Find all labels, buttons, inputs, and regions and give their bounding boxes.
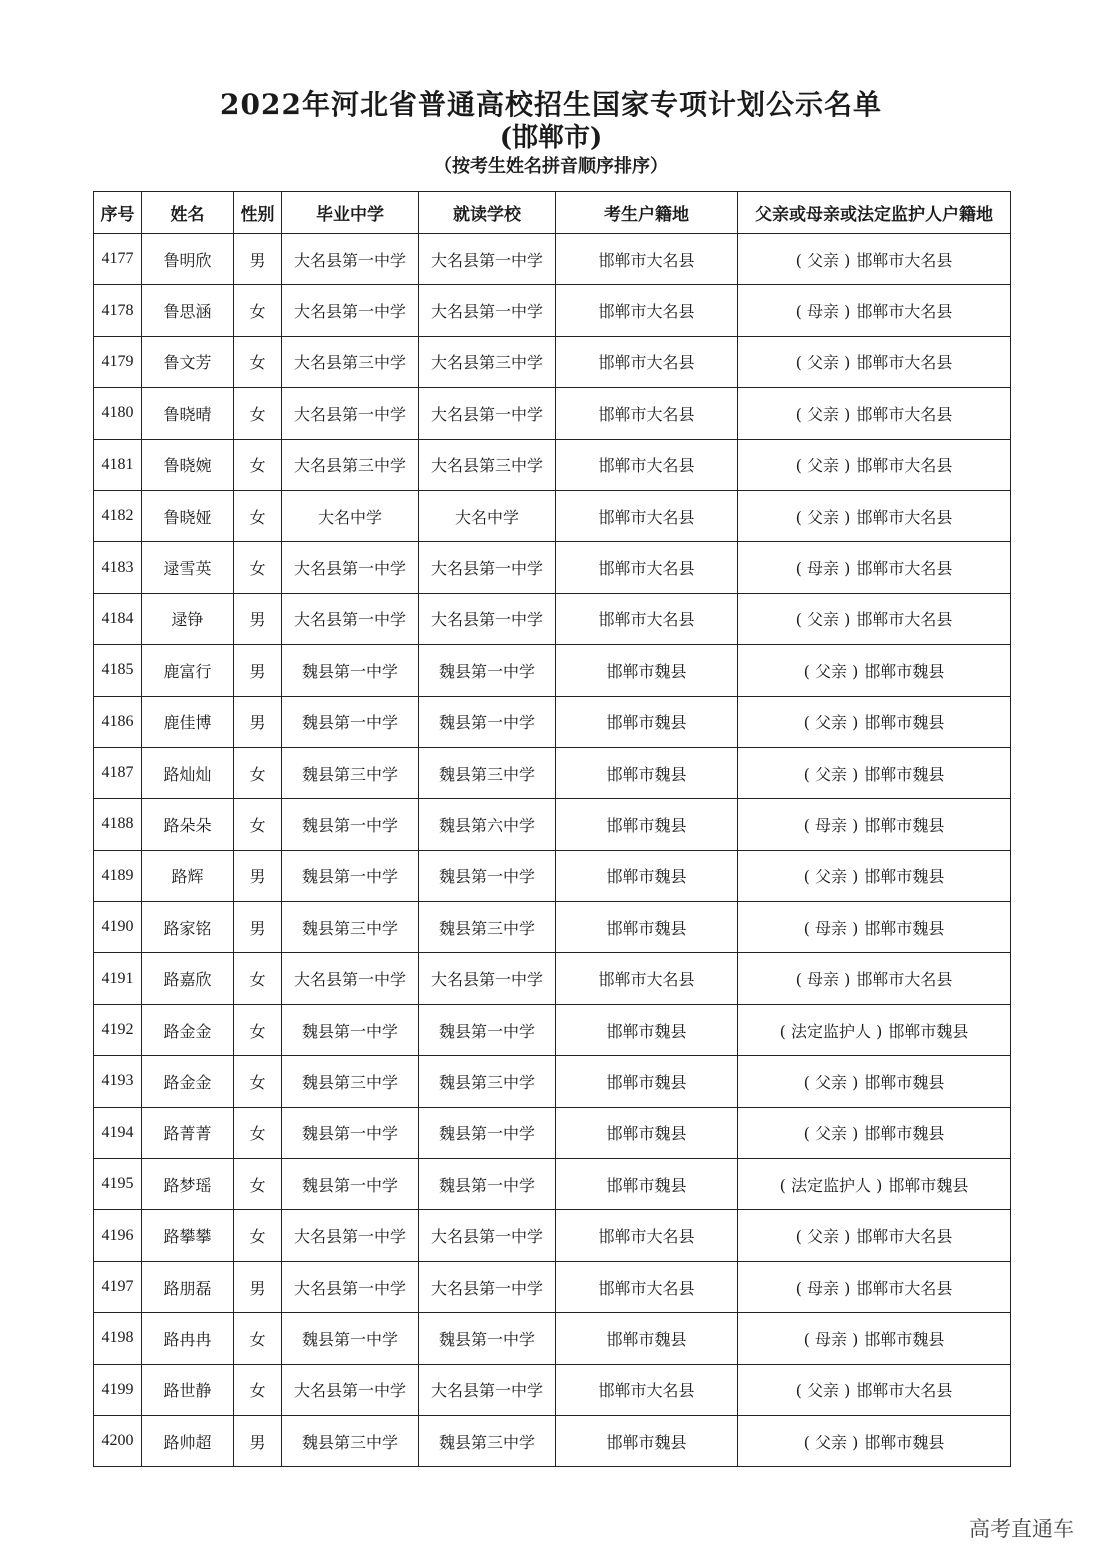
cell-no: 4178 [94, 285, 142, 336]
table-row [94, 799, 1011, 850]
cell-guardian-hukou [738, 850, 1011, 901]
cell-guardian-hukou [738, 645, 1011, 696]
table-row [94, 850, 1011, 901]
cell-no: 4185 [94, 645, 142, 696]
cell-grad-school: 大名县第三中学 [282, 439, 419, 490]
table-header-row [94, 192, 1011, 234]
guardian-place: 邯郸市魏县 [864, 1329, 945, 1349]
cell-hukou: 邯郸市大名县 [556, 1261, 738, 1312]
cell-current-school: 魏县第三中学 [419, 1056, 556, 1107]
cell-guardian-hukou [738, 1313, 1011, 1364]
cell-grad-school: 魏县第三中学 [282, 902, 419, 953]
table-row [94, 1364, 1011, 1415]
cell-current-school: 魏县第一中学 [419, 850, 556, 901]
cell-no: 4189 [94, 850, 142, 901]
table-row [94, 234, 1011, 285]
cell-guardian-hukou [738, 388, 1011, 439]
cell-current-school: 大名中学 [419, 490, 556, 541]
guardian-place: 邯郸市魏县 [864, 764, 945, 784]
cell-grad-school: 大名县第一中学 [282, 593, 419, 644]
guardian-place: 邯郸市大名县 [856, 1381, 953, 1401]
cell-no: 4181 [94, 439, 142, 490]
table-row [94, 1107, 1011, 1158]
cell-current-school: 大名县第三中学 [419, 336, 556, 387]
table-row [94, 696, 1011, 747]
cell-guardian-hukou [738, 542, 1011, 593]
cell-gender: 女 [234, 747, 282, 798]
table-row [94, 439, 1011, 490]
table-row [94, 747, 1011, 798]
table-row [94, 593, 1011, 644]
cell-gender: 女 [234, 1159, 282, 1210]
cell-name: 鲁文芳 [142, 336, 234, 387]
cell-name: 鲁晓婉 [142, 439, 234, 490]
col-header-name: 姓名 [142, 192, 234, 234]
guardian-relation: ( 父亲 ) [803, 867, 859, 887]
cell-no: 4194 [94, 1107, 142, 1158]
cell-guardian-hukou [738, 1261, 1011, 1312]
cell-hukou: 邯郸市魏县 [556, 799, 738, 850]
guardian-place: 邯郸市大名县 [856, 610, 953, 630]
guardian-place: 邯郸市魏县 [888, 1175, 969, 1195]
cell-guardian-hukou [738, 1004, 1011, 1055]
cell-name: 鲁晓娅 [142, 490, 234, 541]
col-header-hukou: 考生户籍地 [556, 192, 738, 234]
cell-gender: 男 [234, 1415, 282, 1466]
guardian-place: 邯郸市魏县 [864, 661, 945, 681]
cell-gender: 女 [234, 1004, 282, 1055]
guardian-place: 邯郸市大名县 [856, 404, 953, 424]
cell-gender: 女 [234, 1210, 282, 1261]
guardian-place: 邯郸市魏县 [864, 815, 945, 835]
cell-guardian-hukou [738, 234, 1011, 285]
cell-name: 路辉 [142, 850, 234, 901]
cell-no: 4186 [94, 696, 142, 747]
guardian-relation: ( 父亲 ) [795, 610, 851, 630]
cell-guardian-hukou [738, 902, 1011, 953]
cell-grad-school: 大名县第一中学 [282, 388, 419, 439]
cell-hukou: 邯郸市魏县 [556, 696, 738, 747]
cell-no: 4184 [94, 593, 142, 644]
cell-guardian-hukou [738, 799, 1011, 850]
table-row [94, 490, 1011, 541]
cell-guardian-hukou [738, 336, 1011, 387]
cell-current-school: 大名县第一中学 [419, 1261, 556, 1312]
roster-table [93, 191, 1011, 1467]
cell-grad-school: 魏县第三中学 [282, 747, 419, 798]
cell-name: 路朵朵 [142, 799, 234, 850]
cell-guardian-hukou [738, 747, 1011, 798]
cell-hukou: 邯郸市大名县 [556, 953, 738, 1004]
cell-gender: 女 [234, 388, 282, 439]
cell-name: 鲁明欣 [142, 234, 234, 285]
guardian-place: 邯郸市大名县 [856, 1227, 953, 1247]
cell-gender: 女 [234, 953, 282, 1004]
cell-current-school: 魏县第三中学 [419, 1415, 556, 1466]
cell-no: 4188 [94, 799, 142, 850]
cell-current-school: 魏县第一中学 [419, 1107, 556, 1158]
cell-hukou: 邯郸市大名县 [556, 234, 738, 285]
cell-name: 路菁菁 [142, 1107, 234, 1158]
cell-guardian-hukou [738, 593, 1011, 644]
guardian-place: 邯郸市大名县 [856, 353, 953, 373]
cell-no: 4197 [94, 1261, 142, 1312]
cell-guardian-hukou [738, 1056, 1011, 1107]
guardian-relation: ( 母亲 ) [803, 815, 859, 835]
cell-no: 4195 [94, 1159, 142, 1210]
guardian-place: 邯郸市魏县 [864, 1124, 945, 1144]
table-row [94, 953, 1011, 1004]
cell-hukou: 邯郸市大名县 [556, 1364, 738, 1415]
guardian-place: 邯郸市大名县 [856, 250, 953, 270]
guardian-relation: ( 父亲 ) [795, 1381, 851, 1401]
col-header-no: 序号 [94, 192, 142, 234]
cell-gender: 女 [234, 1313, 282, 1364]
table-row [94, 1159, 1011, 1210]
table-row [94, 1415, 1011, 1466]
cell-grad-school: 大名县第一中学 [282, 234, 419, 285]
guardian-relation: ( 父亲 ) [795, 353, 851, 373]
table-row [94, 645, 1011, 696]
cell-grad-school: 魏县第一中学 [282, 1159, 419, 1210]
cell-hukou: 邯郸市魏县 [556, 1107, 738, 1158]
cell-name: 路家铭 [142, 902, 234, 953]
cell-current-school: 大名县第一中学 [419, 285, 556, 336]
cell-guardian-hukou [738, 1159, 1011, 1210]
watermark: 高考直通车 [969, 1517, 1074, 1541]
cell-current-school: 魏县第六中学 [419, 799, 556, 850]
cell-grad-school: 魏县第一中学 [282, 799, 419, 850]
table-row [94, 1056, 1011, 1107]
cell-current-school: 魏县第一中学 [419, 1159, 556, 1210]
cell-no: 4179 [94, 336, 142, 387]
cell-gender: 男 [234, 234, 282, 285]
guardian-place: 邯郸市大名县 [856, 507, 953, 527]
cell-gender: 男 [234, 902, 282, 953]
guardian-relation: ( 父亲 ) [803, 1124, 859, 1144]
guardian-relation: ( 父亲 ) [803, 713, 859, 733]
cell-no: 4183 [94, 542, 142, 593]
cell-grad-school: 大名县第一中学 [282, 1261, 419, 1312]
cell-no: 4196 [94, 1210, 142, 1261]
cell-hukou: 邯郸市大名县 [556, 490, 738, 541]
cell-name: 路冉冉 [142, 1313, 234, 1364]
cell-hukou: 邯郸市魏县 [556, 1159, 738, 1210]
cell-name: 路攀攀 [142, 1210, 234, 1261]
cell-no: 4191 [94, 953, 142, 1004]
cell-gender: 男 [234, 850, 282, 901]
table-row [94, 542, 1011, 593]
cell-grad-school: 大名县第一中学 [282, 1210, 419, 1261]
cell-guardian-hukou [738, 1107, 1011, 1158]
cell-no: 4180 [94, 388, 142, 439]
guardian-place: 邯郸市大名县 [856, 302, 953, 322]
guardian-place: 邯郸市魏县 [864, 867, 945, 887]
cell-gender: 女 [234, 1056, 282, 1107]
cell-current-school: 魏县第三中学 [419, 902, 556, 953]
cell-current-school: 大名县第一中学 [419, 234, 556, 285]
cell-gender: 女 [234, 336, 282, 387]
cell-no: 4192 [94, 1004, 142, 1055]
cell-current-school: 魏县第一中学 [419, 1004, 556, 1055]
cell-current-school: 大名县第三中学 [419, 439, 556, 490]
cell-name: 路金金 [142, 1004, 234, 1055]
guardian-place: 邯郸市大名县 [856, 970, 953, 990]
cell-grad-school: 魏县第三中学 [282, 1415, 419, 1466]
cell-no: 4198 [94, 1313, 142, 1364]
col-header-guardian-hukou: 父亲或母亲或法定监护人户籍地 [738, 192, 1011, 234]
cell-current-school: 大名县第一中学 [419, 593, 556, 644]
guardian-place: 邯郸市魏县 [864, 713, 945, 733]
cell-hukou: 邯郸市大名县 [556, 593, 738, 644]
cell-grad-school: 魏县第一中学 [282, 1313, 419, 1364]
cell-hukou: 邯郸市大名县 [556, 336, 738, 387]
cell-guardian-hukou [738, 1364, 1011, 1415]
cell-no: 4182 [94, 490, 142, 541]
col-header-grad-school: 毕业中学 [282, 192, 419, 234]
cell-hukou: 邯郸市大名县 [556, 542, 738, 593]
cell-hukou: 邯郸市魏县 [556, 902, 738, 953]
cell-guardian-hukou [738, 285, 1011, 336]
guardian-place: 邯郸市大名县 [856, 1278, 953, 1298]
cell-no: 4177 [94, 234, 142, 285]
cell-grad-school: 魏县第一中学 [282, 850, 419, 901]
table-row [94, 902, 1011, 953]
cell-grad-school: 大名县第三中学 [282, 336, 419, 387]
guardian-relation: ( 父亲 ) [795, 250, 851, 270]
cell-current-school: 大名县第一中学 [419, 542, 556, 593]
cell-name: 鲁晓晴 [142, 388, 234, 439]
table-row [94, 1210, 1011, 1261]
cell-grad-school: 魏县第三中学 [282, 1056, 419, 1107]
cell-gender: 女 [234, 1107, 282, 1158]
cell-grad-school: 魏县第一中学 [282, 1004, 419, 1055]
table-row [94, 285, 1011, 336]
guardian-relation: ( 父亲 ) [795, 456, 851, 476]
guardian-relation: ( 父亲 ) [795, 1227, 851, 1247]
guardian-relation: ( 父亲 ) [795, 404, 851, 424]
cell-no: 4190 [94, 902, 142, 953]
guardian-relation: ( 母亲 ) [795, 970, 851, 990]
cell-current-school: 大名县第一中学 [419, 1364, 556, 1415]
cell-grad-school: 大名县第一中学 [282, 1364, 419, 1415]
guardian-relation: ( 父亲 ) [803, 661, 859, 681]
cell-current-school: 大名县第一中学 [419, 1210, 556, 1261]
cell-guardian-hukou [738, 1415, 1011, 1466]
guardian-relation: ( 母亲 ) [795, 1278, 851, 1298]
cell-name: 路帅超 [142, 1415, 234, 1466]
guardian-relation: ( 父亲 ) [803, 1432, 859, 1452]
guardian-relation: ( 父亲 ) [803, 764, 859, 784]
guardian-relation: ( 法定监护人 ) [779, 1175, 883, 1195]
table-row [94, 1313, 1011, 1364]
guardian-place: 邯郸市魏县 [864, 1432, 945, 1452]
cell-hukou: 邯郸市魏县 [556, 1415, 738, 1466]
guardian-relation: ( 母亲 ) [795, 559, 851, 579]
cell-name: 路朋磊 [142, 1261, 234, 1312]
cell-grad-school: 大名中学 [282, 490, 419, 541]
cell-guardian-hukou [738, 696, 1011, 747]
cell-gender: 男 [234, 696, 282, 747]
cell-grad-school: 大名县第一中学 [282, 953, 419, 1004]
cell-hukou: 邯郸市大名县 [556, 439, 738, 490]
cell-hukou: 邯郸市魏县 [556, 850, 738, 901]
cell-name: 路灿灿 [142, 747, 234, 798]
guardian-relation: ( 父亲 ) [803, 1072, 859, 1092]
guardian-place: 邯郸市魏县 [864, 918, 945, 938]
guardian-relation: ( 母亲 ) [803, 1329, 859, 1349]
cell-gender: 女 [234, 490, 282, 541]
guardian-relation: ( 法定监护人 ) [779, 1021, 883, 1041]
table-row [94, 388, 1011, 439]
cell-no: 4187 [94, 747, 142, 798]
cell-gender: 女 [234, 285, 282, 336]
cell-grad-school: 魏县第一中学 [282, 696, 419, 747]
col-header-current-school: 就读学校 [419, 192, 556, 234]
cell-gender: 女 [234, 439, 282, 490]
cell-no: 4193 [94, 1056, 142, 1107]
cell-name: 路梦瑶 [142, 1159, 234, 1210]
cell-current-school: 大名县第一中学 [419, 953, 556, 1004]
table-row [94, 1261, 1011, 1312]
table-body [94, 234, 1011, 1467]
guardian-place: 邯郸市魏县 [864, 1072, 945, 1092]
sort-note: （按考生姓名拼音顺序排序） [434, 156, 668, 177]
cell-hukou: 邯郸市魏县 [556, 1313, 738, 1364]
table-row [94, 336, 1011, 387]
cell-gender: 女 [234, 542, 282, 593]
cell-gender: 女 [234, 799, 282, 850]
cell-current-school: 魏县第一中学 [419, 696, 556, 747]
cell-current-school: 魏县第三中学 [419, 747, 556, 798]
cell-current-school: 大名县第一中学 [419, 388, 556, 439]
guardian-relation: ( 母亲 ) [795, 302, 851, 322]
guardian-place: 邯郸市大名县 [856, 559, 953, 579]
cell-guardian-hukou [738, 953, 1011, 1004]
cell-hukou: 邯郸市魏县 [556, 747, 738, 798]
cell-hukou: 邯郸市魏县 [556, 645, 738, 696]
cell-current-school: 魏县第一中学 [419, 645, 556, 696]
cell-hukou: 邯郸市大名县 [556, 285, 738, 336]
cell-gender: 男 [234, 593, 282, 644]
cell-no: 4200 [94, 1415, 142, 1466]
table-row [94, 1004, 1011, 1055]
cell-gender: 男 [234, 645, 282, 696]
cell-grad-school: 魏县第一中学 [282, 1107, 419, 1158]
cell-name: 路嘉欣 [142, 953, 234, 1004]
cell-name: 路世静 [142, 1364, 234, 1415]
cell-guardian-hukou [738, 490, 1011, 541]
cell-name: 逯铮 [142, 593, 234, 644]
page-title: 2022年河北省普通高校招生国家专项计划公示名单 [220, 88, 882, 121]
cell-guardian-hukou [738, 1210, 1011, 1261]
cell-hukou: 邯郸市大名县 [556, 388, 738, 439]
cell-name: 逯雪英 [142, 542, 234, 593]
cell-name: 鹿富行 [142, 645, 234, 696]
guardian-place: 邯郸市大名县 [856, 456, 953, 476]
cell-name: 鹿佳博 [142, 696, 234, 747]
cell-grad-school: 大名县第一中学 [282, 542, 419, 593]
cell-gender: 男 [234, 1261, 282, 1312]
cell-hukou: 邯郸市魏县 [556, 1004, 738, 1055]
guardian-relation: ( 父亲 ) [795, 507, 851, 527]
cell-name: 路金金 [142, 1056, 234, 1107]
cell-hukou: 邯郸市大名县 [556, 1210, 738, 1261]
guardian-place: 邯郸市魏县 [888, 1021, 969, 1041]
cell-gender: 女 [234, 1364, 282, 1415]
col-header-gender: 性别 [234, 192, 282, 234]
cell-grad-school: 魏县第一中学 [282, 645, 419, 696]
cell-hukou: 邯郸市魏县 [556, 1056, 738, 1107]
cell-grad-school: 大名县第一中学 [282, 285, 419, 336]
cell-no: 4199 [94, 1364, 142, 1415]
guardian-relation: ( 母亲 ) [803, 918, 859, 938]
cell-guardian-hukou [738, 439, 1011, 490]
cell-name: 鲁思涵 [142, 285, 234, 336]
page-subtitle: (邯郸市) [499, 123, 603, 153]
cell-current-school: 魏县第一中学 [419, 1313, 556, 1364]
